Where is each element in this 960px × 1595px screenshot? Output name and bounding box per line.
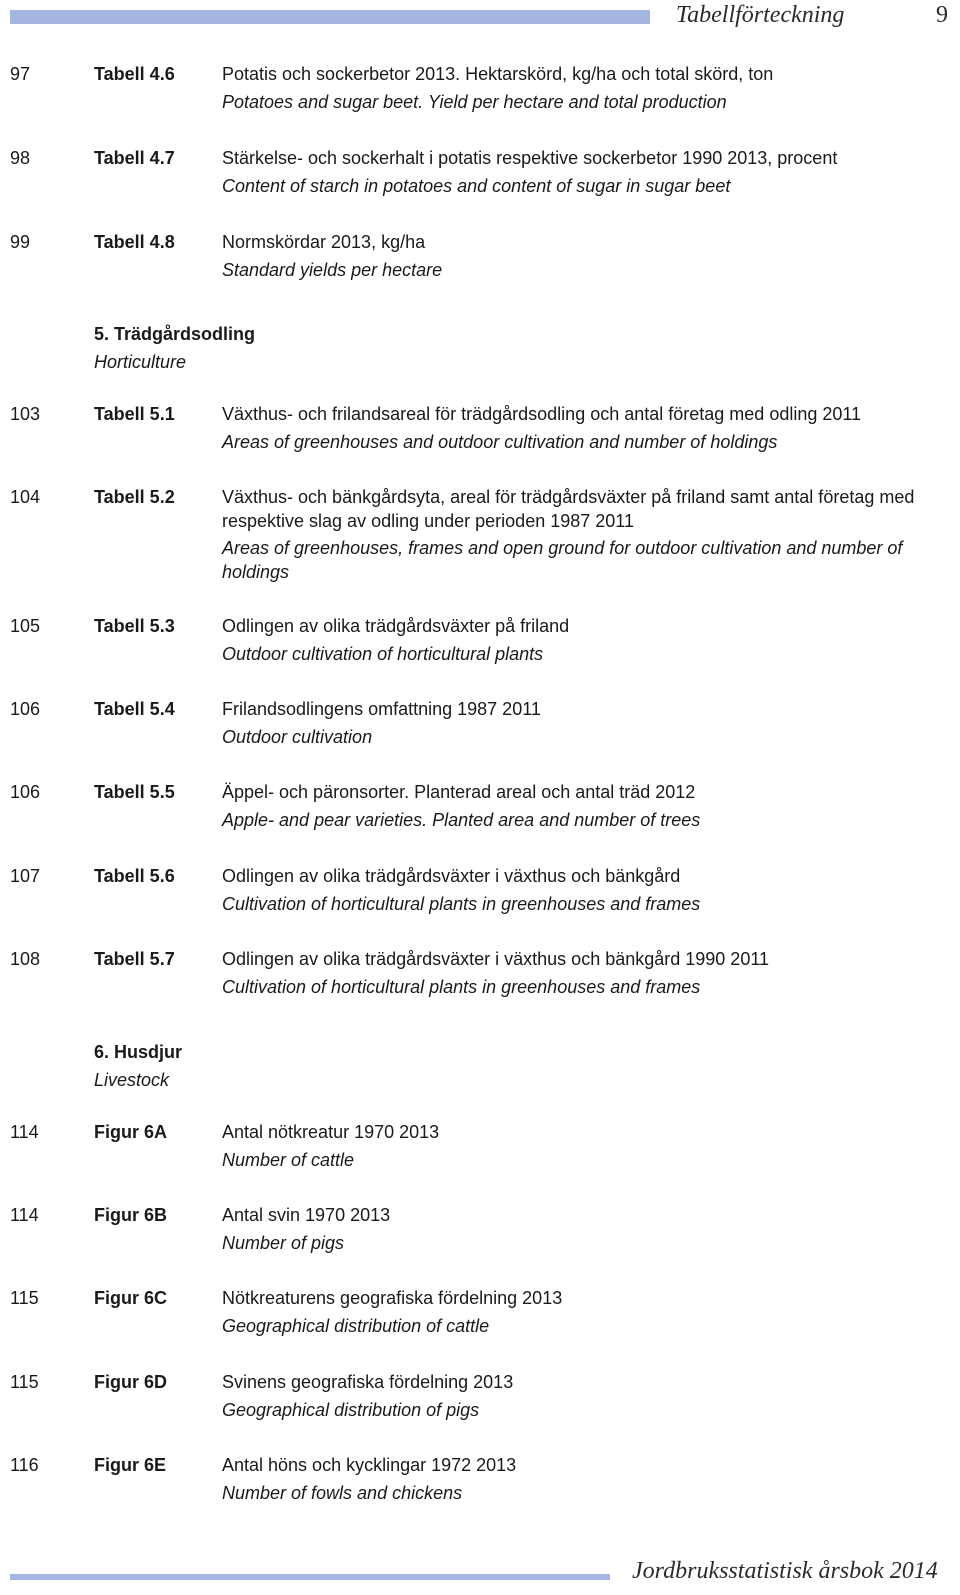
- toc-title-swedish: Odlingen av olika trädgårdsväxter i växthus och bänkgård 1990 2011: [222, 949, 770, 969]
- toc-title-english: Number of pigs: [222, 1233, 345, 1253]
- toc-figure-label: Figur 6A: [94, 1122, 168, 1142]
- toc-page-number: 98: [10, 148, 31, 168]
- toc-title-english: Content of starch in potatoes and content of sugar in sugar beet: [222, 176, 731, 196]
- toc-title-swedish: Normskördar 2013, kg/ha: [222, 232, 426, 252]
- toc-page-number: 103: [10, 404, 41, 424]
- toc-title-english: Standard yields per hectare: [222, 260, 443, 280]
- toc-title-english: Geographical distribution of cattle: [222, 1316, 490, 1336]
- toc-table-label: Tabell 4.6: [94, 64, 175, 84]
- toc-page-number: 116: [10, 1455, 39, 1475]
- toc-title-swedish: Svinens geografiska fördelning 2013: [222, 1372, 514, 1392]
- toc-title-english: Outdoor cultivation: [222, 727, 373, 747]
- toc-title-english: Apple- and pear varieties. Planted area and number of trees: [222, 810, 701, 830]
- toc-title-swedish: Antal höns och kycklingar 1972 2013: [222, 1455, 517, 1475]
- section-heading: [94, 322, 255, 374]
- toc-table-label: Tabell 5.2: [94, 487, 175, 507]
- toc-title-swedish: Potatis och sockerbetor 2013. Hektarskörd, kg/ha och total skörd, ton: [222, 64, 774, 84]
- toc-title-english: Areas of greenhouses and outdoor cultivation and number of holdings: [222, 432, 778, 452]
- toc-title-english: Number of fowls and chickens: [222, 1483, 463, 1503]
- toc-figure-label: Figur 6C: [94, 1288, 168, 1308]
- toc-title-english: Geographical distribution of pigs: [222, 1400, 480, 1420]
- toc-title-english: Potatoes and sugar beet. Yield per hectare and total production: [222, 92, 727, 112]
- toc-table-label: Tabell 4.8: [94, 232, 175, 252]
- running-footer-title: Jordbruksstatistisk årsbok 2014: [632, 1558, 938, 1584]
- toc-table-label: Tabell 5.5: [94, 782, 175, 802]
- toc-title-swedish: Odlingen av olika trädgårdsväxter i växthus och bänkgård: [222, 866, 681, 886]
- toc-page-number: 115: [10, 1372, 39, 1392]
- toc-title-swedish: Växthus- och frilandsareal för trädgårdsodling och antal företag med odling 2011: [222, 404, 862, 424]
- toc-page-number: 114: [10, 1205, 39, 1225]
- section-title: 5. Trädgårdsodling: [94, 324, 256, 344]
- toc-title-english: Outdoor cultivation of horticultural plants: [222, 644, 544, 664]
- toc-title-english: Cultivation of horticultural plants in greenhouses and frames: [222, 977, 701, 997]
- toc-page-number: 105: [10, 616, 41, 636]
- toc-page-number: 106: [10, 782, 41, 802]
- toc-figure-label: Figur 6D: [94, 1372, 168, 1392]
- toc-title-swedish: Äppel- och päronsorter. Planterad areal och antal träd 2012: [222, 782, 696, 802]
- toc-table-label: Tabell 5.6: [94, 866, 175, 886]
- toc-page-number: 115: [10, 1288, 39, 1308]
- section-title: 6. Husdjur: [94, 1042, 183, 1062]
- toc-table-label: Tabell 5.1: [94, 404, 175, 424]
- toc-title-swedish: Stärkelse- och sockerhalt i potatis respektive sockerbetor 1990 2013, procent: [222, 148, 838, 168]
- toc-title-swedish: Antal svin 1970 2013: [222, 1205, 391, 1225]
- toc-page-number: 114: [10, 1122, 39, 1142]
- toc-page-number: 106: [10, 699, 41, 719]
- section-title-english: Livestock: [94, 1070, 170, 1090]
- footer-accent-bar: [10, 1574, 610, 1580]
- toc-title-english: Areas of greenhouses, frames and open ground for outdoor cultivation and number of holdings: [222, 538, 903, 582]
- toc-page-number: 107: [10, 866, 41, 886]
- toc-title-swedish: Nötkreaturens geografiska fördelning 2013: [222, 1288, 563, 1308]
- section-heading: [94, 1040, 182, 1092]
- toc-table-label: Tabell 5.4: [94, 699, 175, 719]
- toc-page-number: 97: [10, 64, 31, 84]
- toc-table-label: Tabell 4.7: [94, 148, 175, 168]
- header-accent-bar: [10, 10, 650, 24]
- toc-title-swedish: Växthus- och bänkgårdsyta, areal för trädgårdsväxter på friland samt antal företag med respektive slag av odling under perioden 1987 2011: [222, 487, 915, 531]
- toc-title-english: Number of cattle: [222, 1150, 355, 1170]
- section-title-english: Horticulture: [94, 352, 187, 372]
- toc-title-swedish: Odlingen av olika trädgårdsväxter på friland: [222, 616, 570, 636]
- toc-title-swedish: Frilandsodlingens omfattning 1987 2011: [222, 699, 541, 719]
- toc-page-number: 99: [10, 232, 31, 252]
- toc-title-english: Cultivation of horticultural plants in greenhouses and frames: [222, 894, 701, 914]
- running-header-title: Tabellförteckning: [676, 2, 845, 28]
- toc-table-label: Tabell 5.7: [94, 949, 175, 969]
- toc-figure-label: Figur 6B: [94, 1205, 168, 1225]
- toc-page-number: 104: [10, 487, 41, 507]
- toc-page-number: 108: [10, 949, 41, 969]
- toc-figure-label: Figur 6E: [94, 1455, 167, 1475]
- page-number: 9: [936, 2, 948, 28]
- toc-table-label: Tabell 5.3: [94, 616, 175, 636]
- toc-title-swedish: Antal nötkreatur 1970 2013: [222, 1122, 440, 1142]
